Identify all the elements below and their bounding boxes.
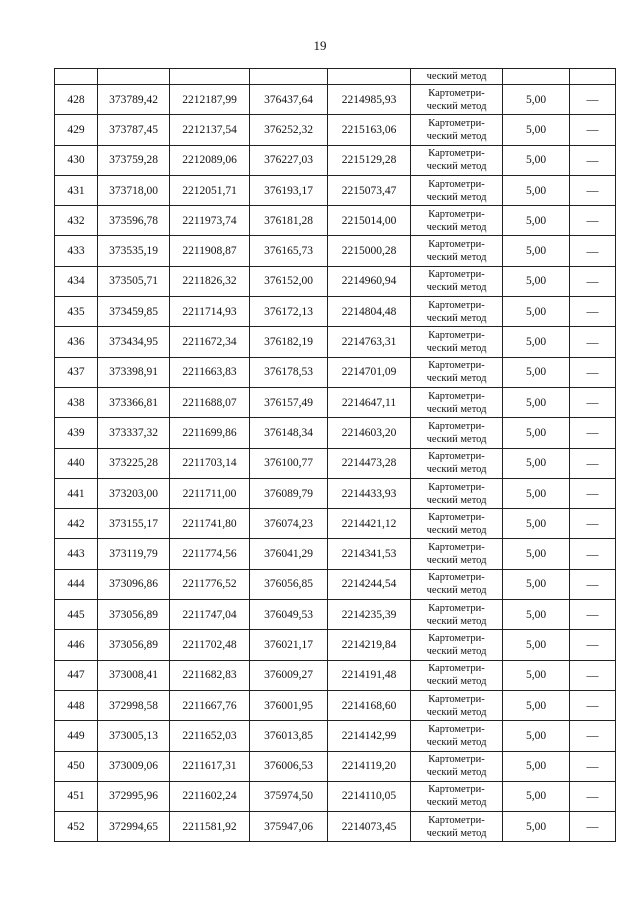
method-line-2: ческий метод [426,585,487,597]
point-number-cell: 428 [55,85,98,115]
method-line-1: Картометри- [428,451,485,463]
method-line-1: Картометри- [428,693,485,705]
method-line-2: ческий метод [426,100,487,112]
note-cell: — [570,418,616,448]
method-line-1: Картометри- [428,360,485,372]
x-coordinate-cell: 376157,49 [250,387,328,417]
x-coordinate-cell: 373203,00 [98,478,170,508]
point-number-cell: 450 [55,751,98,781]
x-coordinate-cell: 376006,53 [250,751,328,781]
y-coordinate-cell: 2214960,94 [328,266,411,296]
point-number-cell: 437 [55,357,98,387]
coordinates-table [54,68,616,842]
table-row [55,539,616,569]
method-line-2: ческий метод [426,403,487,415]
accuracy-cell: 5,00 [503,478,570,508]
y-coordinate-cell: 2211682,83 [170,660,250,690]
table-row [55,387,616,417]
method-cell [411,690,503,720]
point-number-cell: 439 [55,418,98,448]
point-number-cell: 443 [55,539,98,569]
method-line-2: ческий метод [426,706,487,718]
point-number-cell: 431 [55,175,98,205]
y-coordinate-cell: 2214433,93 [328,478,411,508]
x-coordinate-cell: 376193,17 [250,175,328,205]
method-line-1: Картометри- [428,723,485,735]
point-number-cell: 430 [55,145,98,175]
continuation-row [55,69,616,85]
note-cell: — [570,266,616,296]
method-line-1: Картометри- [428,632,485,644]
table-cell [55,69,98,85]
table-row [55,85,616,115]
accuracy-cell: 5,00 [503,85,570,115]
method-line-2: ческий метод [426,252,487,264]
method-cell [411,600,503,630]
table-row [55,357,616,387]
x-coordinate-cell: 373535,19 [98,236,170,266]
table-row [55,418,616,448]
y-coordinate-cell: 2214191,48 [328,660,411,690]
note-cell: — [570,327,616,357]
x-coordinate-cell: 376009,27 [250,660,328,690]
table-row [55,690,616,720]
y-coordinate-cell: 2211741,80 [170,509,250,539]
x-coordinate-cell: 372998,58 [98,690,170,720]
method-line-1: Картометри- [428,390,485,402]
method-line-2: ческий метод [426,191,487,203]
method-line-1: Картометри- [428,572,485,584]
y-coordinate-cell: 2211652,03 [170,721,250,751]
method-cell [411,85,503,115]
x-coordinate-cell: 373366,81 [98,387,170,417]
method-line-2: ческий метод [426,433,487,445]
x-coordinate-cell: 373718,00 [98,175,170,205]
note-cell: — [570,781,616,811]
x-coordinate-cell: 373056,89 [98,630,170,660]
y-coordinate-cell: 2214219,84 [328,630,411,660]
y-coordinate-cell: 2214985,93 [328,85,411,115]
accuracy-cell: 5,00 [503,600,570,630]
y-coordinate-cell: 2211672,34 [170,327,250,357]
note-cell: — [570,569,616,599]
note-cell: — [570,690,616,720]
x-coordinate-cell: 376178,53 [250,357,328,387]
x-coordinate-cell: 376172,13 [250,297,328,327]
method-line-1: Картометри- [428,87,485,99]
y-coordinate-cell: 2215014,00 [328,206,411,236]
point-number-cell: 447 [55,660,98,690]
x-coordinate-cell: 373008,41 [98,660,170,690]
method-cell [411,478,503,508]
method-line-1: Картометри- [428,814,485,826]
table-row [55,781,616,811]
x-coordinate-cell: 373505,71 [98,266,170,296]
x-coordinate-cell: 376074,23 [250,509,328,539]
accuracy-cell: 5,00 [503,206,570,236]
x-coordinate-cell: 373787,45 [98,115,170,145]
accuracy-cell: 5,00 [503,690,570,720]
method-line-1: Картометри- [428,299,485,311]
method-line-1: Картометри- [428,511,485,523]
y-coordinate-cell: 2212051,71 [170,175,250,205]
y-coordinate-cell: 2215073,47 [328,175,411,205]
accuracy-cell: 5,00 [503,115,570,145]
point-number-cell: 445 [55,600,98,630]
method-cell [411,812,503,842]
note-cell: — [570,145,616,175]
table-row [55,812,616,842]
point-number-cell: 448 [55,690,98,720]
y-coordinate-cell: 2214168,60 [328,690,411,720]
note-cell: — [570,660,616,690]
method-cell [411,115,503,145]
y-coordinate-cell: 2211617,31 [170,751,250,781]
accuracy-cell: 5,00 [503,357,570,387]
x-coordinate-cell: 376056,85 [250,569,328,599]
accuracy-cell: 5,00 [503,387,570,417]
method-line-1: Картометри- [428,754,485,766]
x-coordinate-cell: 376021,17 [250,630,328,660]
table-cell [250,69,328,85]
x-coordinate-cell: 373119,79 [98,539,170,569]
note-cell: — [570,478,616,508]
method-cell [411,630,503,660]
method-cell [411,327,503,357]
method-line-2: ческий метод [426,555,487,567]
y-coordinate-cell: 2215163,06 [328,115,411,145]
table-cell [170,69,250,85]
accuracy-cell: 5,00 [503,145,570,175]
y-coordinate-cell: 2214119,20 [328,751,411,781]
table-row [55,509,616,539]
x-coordinate-cell: 375974,50 [250,781,328,811]
accuracy-cell: 5,00 [503,721,570,751]
method-cell [411,357,503,387]
method-cell [411,751,503,781]
x-coordinate-cell: 373005,13 [98,721,170,751]
method-line-1: Картометри- [428,269,485,281]
x-coordinate-cell: 376181,28 [250,206,328,236]
method-line-1: Картометри- [428,542,485,554]
method-cell: ческий метод [411,69,503,85]
method-line-2: ческий метод [426,373,487,385]
method-cell [411,297,503,327]
note-cell: — [570,115,616,145]
y-coordinate-cell: 2214473,28 [328,448,411,478]
accuracy-cell: 5,00 [503,297,570,327]
x-coordinate-cell: 376165,73 [250,236,328,266]
method-cell [411,509,503,539]
point-number-cell: 434 [55,266,98,296]
method-line-1: Картометри- [428,663,485,675]
method-cell [411,569,503,599]
note-cell: — [570,357,616,387]
method-cell [411,660,503,690]
accuracy-cell: 5,00 [503,660,570,690]
table-row [55,660,616,690]
y-coordinate-cell: 2214421,12 [328,509,411,539]
y-coordinate-cell: 2211711,00 [170,478,250,508]
x-coordinate-cell: 372994,65 [98,812,170,842]
y-coordinate-cell: 2214763,31 [328,327,411,357]
y-coordinate-cell: 2214341,53 [328,539,411,569]
table-row [55,115,616,145]
point-number-cell: 451 [55,781,98,811]
point-number-cell: 433 [55,236,98,266]
method-line-2: ческий метод [426,221,487,233]
table-row [55,327,616,357]
point-number-cell: 441 [55,478,98,508]
y-coordinate-cell: 2212089,06 [170,145,250,175]
method-line-2: ческий метод [426,494,487,506]
y-coordinate-cell: 2215000,28 [328,236,411,266]
x-coordinate-cell: 376227,03 [250,145,328,175]
note-cell: — [570,721,616,751]
x-coordinate-cell: 376049,53 [250,600,328,630]
accuracy-cell: 5,00 [503,539,570,569]
method-line-1: Картометри- [428,420,485,432]
x-coordinate-cell: 373459,85 [98,297,170,327]
note-cell: — [570,175,616,205]
x-coordinate-cell: 373434,95 [98,327,170,357]
y-coordinate-cell: 2214235,39 [328,600,411,630]
point-number-cell: 429 [55,115,98,145]
point-number-cell: 440 [55,448,98,478]
method-cell [411,781,503,811]
method-cell [411,418,503,448]
method-line-1: Картометри- [428,148,485,160]
table-row [55,175,616,205]
y-coordinate-cell: 2211908,87 [170,236,250,266]
x-coordinate-cell: 373056,89 [98,600,170,630]
method-line-2: ческий метод [426,312,487,324]
method-line-1: Картометри- [428,784,485,796]
y-coordinate-cell: 2214701,09 [328,357,411,387]
method-line-2: ческий метод [426,676,487,688]
note-cell: — [570,539,616,569]
y-coordinate-cell: 2214603,20 [328,418,411,448]
table-cell [328,69,411,85]
x-coordinate-cell: 376041,29 [250,539,328,569]
table-row [55,478,616,508]
y-coordinate-cell: 2211747,04 [170,600,250,630]
y-coordinate-cell: 2211703,14 [170,448,250,478]
method-line-2: ческий метод [426,524,487,536]
method-cell [411,206,503,236]
method-cell [411,175,503,205]
y-coordinate-cell: 2214110,05 [328,781,411,811]
table-cell [503,69,570,85]
page-number: 19 [313,38,327,53]
method-line-1: Картометри- [428,330,485,342]
table-row [55,145,616,175]
method-line-1: Картометри- [428,602,485,614]
y-coordinate-cell: 2214647,11 [328,387,411,417]
method-line-2: ческий метод [426,343,487,355]
note-cell: — [570,448,616,478]
y-coordinate-cell: 2211714,93 [170,297,250,327]
method-line-1: Картометри- [428,208,485,220]
y-coordinate-cell: 2214804,48 [328,297,411,327]
method-line-1: Картометри- [428,178,485,190]
x-coordinate-cell: 376148,34 [250,418,328,448]
method-line-1: Картометри- [428,481,485,493]
accuracy-cell: 5,00 [503,751,570,781]
accuracy-cell: 5,00 [503,236,570,266]
y-coordinate-cell: 2211667,76 [170,690,250,720]
method-line-2: ческий метод [426,645,487,657]
x-coordinate-cell: 373398,91 [98,357,170,387]
method-cell [411,387,503,417]
method-line-1: Картометри- [428,117,485,129]
point-number-cell: 442 [55,509,98,539]
method-line-2: ческий метод [426,797,487,809]
x-coordinate-cell: 373789,42 [98,85,170,115]
y-coordinate-cell: 2212137,54 [170,115,250,145]
table-row [55,600,616,630]
method-line-2: ческий метод [426,615,487,627]
point-number-cell: 436 [55,327,98,357]
accuracy-cell: 5,00 [503,448,570,478]
method-cell [411,145,503,175]
method-line-2: ческий метод [426,130,487,142]
note-cell: — [570,206,616,236]
x-coordinate-cell: 376100,77 [250,448,328,478]
point-number-cell: 449 [55,721,98,751]
y-coordinate-cell: 2215129,28 [328,145,411,175]
method-cell [411,721,503,751]
y-coordinate-cell: 2211602,24 [170,781,250,811]
table-cell [570,69,616,85]
method-line-2: ческий метод [426,282,487,294]
method-line-2: ческий метод [426,736,487,748]
x-coordinate-cell: 373596,78 [98,206,170,236]
y-coordinate-cell: 2211973,74 [170,206,250,236]
point-number-cell: 438 [55,387,98,417]
point-number-cell: 446 [55,630,98,660]
x-coordinate-cell: 376013,85 [250,721,328,751]
x-coordinate-cell: 373759,28 [98,145,170,175]
table-row [55,206,616,236]
accuracy-cell: 5,00 [503,630,570,660]
point-number-cell: 435 [55,297,98,327]
accuracy-cell: 5,00 [503,781,570,811]
note-cell: — [570,812,616,842]
accuracy-cell: 5,00 [503,327,570,357]
accuracy-cell: 5,00 [503,418,570,448]
method-line-2: ческий метод [426,161,487,173]
method-cell [411,266,503,296]
x-coordinate-cell: 376252,32 [250,115,328,145]
point-number-cell: 432 [55,206,98,236]
method-cell [411,448,503,478]
x-coordinate-cell: 375947,06 [250,812,328,842]
table-row [55,448,616,478]
y-coordinate-cell: 2211702,48 [170,630,250,660]
method-cell [411,236,503,266]
x-coordinate-cell: 373155,17 [98,509,170,539]
table-row [55,236,616,266]
note-cell: — [570,509,616,539]
accuracy-cell: 5,00 [503,266,570,296]
y-coordinate-cell: 2211699,86 [170,418,250,448]
y-coordinate-cell: 2211776,52 [170,569,250,599]
y-coordinate-cell: 2211663,83 [170,357,250,387]
y-coordinate-cell: 2211826,32 [170,266,250,296]
point-number-cell: 452 [55,812,98,842]
table-row [55,569,616,599]
table-body [55,69,616,842]
y-coordinate-cell: 2214073,45 [328,812,411,842]
y-coordinate-cell: 2211581,92 [170,812,250,842]
method-line-2: ческий метод [426,827,487,839]
accuracy-cell: 5,00 [503,812,570,842]
point-number-cell: 444 [55,569,98,599]
note-cell: — [570,630,616,660]
note-cell: — [570,600,616,630]
table-row [55,721,616,751]
method-line-2: ческий метод [426,767,487,779]
method-line-2: ческий метод [426,464,487,476]
note-cell: — [570,297,616,327]
accuracy-cell: 5,00 [503,569,570,599]
accuracy-cell: 5,00 [503,509,570,539]
x-coordinate-cell: 373096,86 [98,569,170,599]
y-coordinate-cell: 2211688,07 [170,387,250,417]
x-coordinate-cell: 373009,06 [98,751,170,781]
table-row [55,297,616,327]
note-cell: — [570,751,616,781]
accuracy-cell: 5,00 [503,175,570,205]
x-coordinate-cell: 372995,96 [98,781,170,811]
table-row [55,266,616,296]
y-coordinate-cell: 2212187,99 [170,85,250,115]
table-cell [98,69,170,85]
x-coordinate-cell: 373225,28 [98,448,170,478]
note-cell: — [570,85,616,115]
y-coordinate-cell: 2214142,99 [328,721,411,751]
y-coordinate-cell: 2214244,54 [328,569,411,599]
method-cell [411,539,503,569]
x-coordinate-cell: 376001,95 [250,690,328,720]
note-cell: — [570,236,616,266]
x-coordinate-cell: 373337,32 [98,418,170,448]
note-cell: — [570,387,616,417]
x-coordinate-cell: 376089,79 [250,478,328,508]
table-row [55,751,616,781]
y-coordinate-cell: 2211774,56 [170,539,250,569]
table-row [55,630,616,660]
method-line-1: Картометри- [428,239,485,251]
x-coordinate-cell: 376182,19 [250,327,328,357]
x-coordinate-cell: 376437,64 [250,85,328,115]
x-coordinate-cell: 376152,00 [250,266,328,296]
